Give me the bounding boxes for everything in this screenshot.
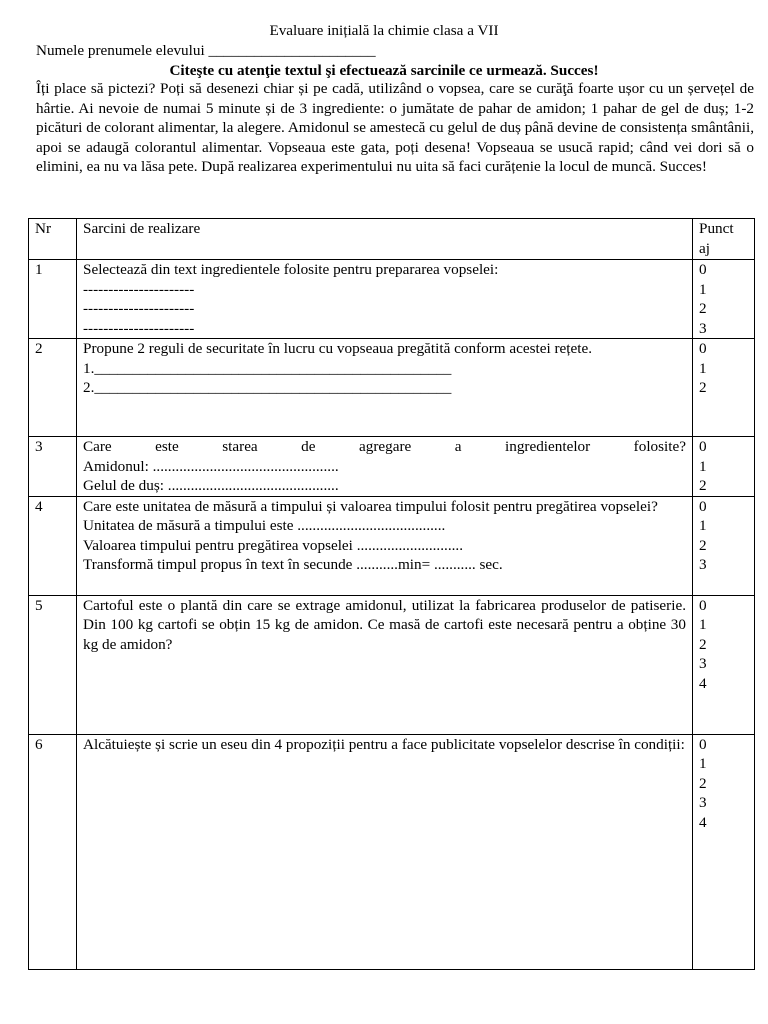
points-option[interactable]: 0: [699, 261, 707, 278]
intro-text: [36, 79, 754, 177]
points-option[interactable]: 0: [699, 735, 707, 753]
task-word: folosite?: [633, 438, 686, 455]
task-number: 5: [29, 595, 77, 734]
task-cell[interactable]: [77, 437, 693, 497]
table-row: [29, 734, 755, 969]
task-number: 4: [29, 496, 77, 595]
task-word: Care: [83, 438, 112, 455]
task-text: Alcătuiește și scrie un eseu din 4 propoziții pentru a face publicitate vopselelor descrise în condiții:: [83, 735, 685, 753]
header-points: Punct aj: [693, 219, 755, 260]
points-option[interactable]: 1: [699, 616, 707, 633]
task-number: 6: [29, 734, 77, 969]
student-name-field[interactable]: Numele prenumele elevului ______________________: [36, 42, 376, 59]
task-word: ingredientelor: [505, 438, 591, 455]
points-option[interactable]: 3: [699, 794, 707, 811]
points-option[interactable]: 0: [699, 596, 707, 614]
points-cell: [693, 339, 755, 437]
points-option[interactable]: 1: [699, 517, 707, 534]
points-option[interactable]: 0: [699, 497, 707, 515]
table-header-row: [29, 219, 755, 260]
answer-line[interactable]: 1._______________________________________________: [83, 359, 452, 377]
points-cell: [693, 734, 755, 969]
page-title: Evaluare inițială la chimie clasa a VII: [269, 22, 499, 39]
answer-line[interactable]: Valoarea timpului pentru pregătirea vopselei ............................: [83, 536, 464, 554]
answer-line[interactable]: Transformă timpul propus în text în secunde ...........min= ........... sec.: [83, 556, 503, 573]
header-task: Sarcini de realizare: [77, 219, 693, 260]
points-option[interactable]: 3: [699, 319, 707, 337]
points-option[interactable]: 2: [699, 774, 707, 792]
points-option[interactable]: 3: [699, 655, 707, 672]
points-option[interactable]: 2: [699, 635, 707, 653]
answer-line[interactable]: Amidonul: .................................................: [83, 457, 339, 475]
answer-line[interactable]: 2._______________________________________________: [83, 379, 452, 396]
intro-paragraph: Îți place să pictezi? Poți să desenezi chiar și pe cadă, utilizând o vopsea, care se curăţă foarte ușor cu un șervețel de hârtie. Ai nevoie de numai 5 minute și de 3 ingrediente: o jumătate de pahar de amidon; 1 pahar de gel de duș; 1-2 picături de colorant alimentar, la alegere. Amidonul se amestecă cu gelul de duș până devine de consistența smântânii, apoi se adaugă colorantul alimentar. Vopseaua este gata, poți desena! Vopseaua se usucă rapid; când vei dori să o elimini, ea nu va lăsa pete. După realizarea experimentului nu uita să faci curățenie la locul de muncă. Succes!: [36, 80, 754, 175]
answer-line[interactable]: ----------------------: [83, 280, 195, 298]
task-text: Selectează din text ingredientele folosite pentru prepararea vopselei:: [83, 261, 499, 278]
task-word: agregare: [359, 438, 412, 455]
answer-line[interactable]: Unitatea de măsură a timpului este .......................................: [83, 517, 446, 534]
table-row: [29, 339, 755, 437]
points-option[interactable]: 1: [699, 280, 707, 298]
table-row: [29, 595, 755, 734]
answer-line[interactable]: ----------------------: [83, 319, 195, 337]
points-cell: [693, 595, 755, 734]
task-cell[interactable]: [77, 734, 693, 969]
task-cell[interactable]: [77, 496, 693, 595]
task-number: 3: [29, 437, 77, 497]
points-option[interactable]: 0: [699, 340, 707, 357]
points-option[interactable]: 2: [699, 379, 707, 396]
tasks-table: [28, 218, 755, 970]
points-cell: [693, 437, 755, 497]
points-option[interactable]: 2: [699, 300, 707, 317]
task-word: este: [155, 438, 179, 455]
points-option[interactable]: 2: [699, 477, 707, 494]
task-text: Propune 2 reguli de securitate în lucru cu vopseaua pregătită conform acestei rețete.: [83, 340, 592, 357]
task-word: starea: [222, 438, 258, 455]
header-nr: Nr: [29, 219, 77, 260]
instructions: Citeşte cu atenţie textul şi efectuează sarcinile ce urmează. Succes!: [169, 62, 599, 79]
points-option[interactable]: 1: [699, 457, 707, 475]
points-cell: [693, 260, 755, 339]
task-text: [83, 437, 686, 457]
task-word: a: [454, 438, 462, 455]
points-cell: [693, 496, 755, 595]
answer-line[interactable]: ----------------------: [83, 300, 195, 317]
task-word: de: [301, 438, 316, 455]
points-option[interactable]: 4: [699, 674, 707, 692]
table-row: [29, 437, 755, 497]
task-number: 1: [29, 260, 77, 339]
task-cell[interactable]: [77, 595, 693, 734]
points-option[interactable]: 2: [699, 536, 707, 554]
table-row: [29, 496, 755, 595]
task-cell[interactable]: [77, 339, 693, 437]
table-row: [29, 260, 755, 339]
points-option[interactable]: 3: [699, 556, 707, 573]
answer-line[interactable]: Gelul de duș: .............................................: [83, 477, 339, 494]
points-option[interactable]: 0: [699, 438, 707, 455]
task-cell[interactable]: [77, 260, 693, 339]
points-option[interactable]: 4: [699, 813, 707, 831]
task-text: Cartoful este o plantă din care se extrage amidonul, utilizat la fabricarea produselor de patiserie. Din 100 kg cartofi se obțin 15 kg de amidon. Ce masă de cartofi este necesară pentru a obține 30 kg de amidon?: [83, 596, 686, 653]
task-number: 2: [29, 339, 77, 437]
points-option[interactable]: 1: [699, 359, 707, 377]
task-text: Care este unitatea de măsură a timpului și valoarea timpului folosit pentru pregătirea vopselei?: [83, 497, 658, 515]
points-option[interactable]: 1: [699, 755, 707, 772]
